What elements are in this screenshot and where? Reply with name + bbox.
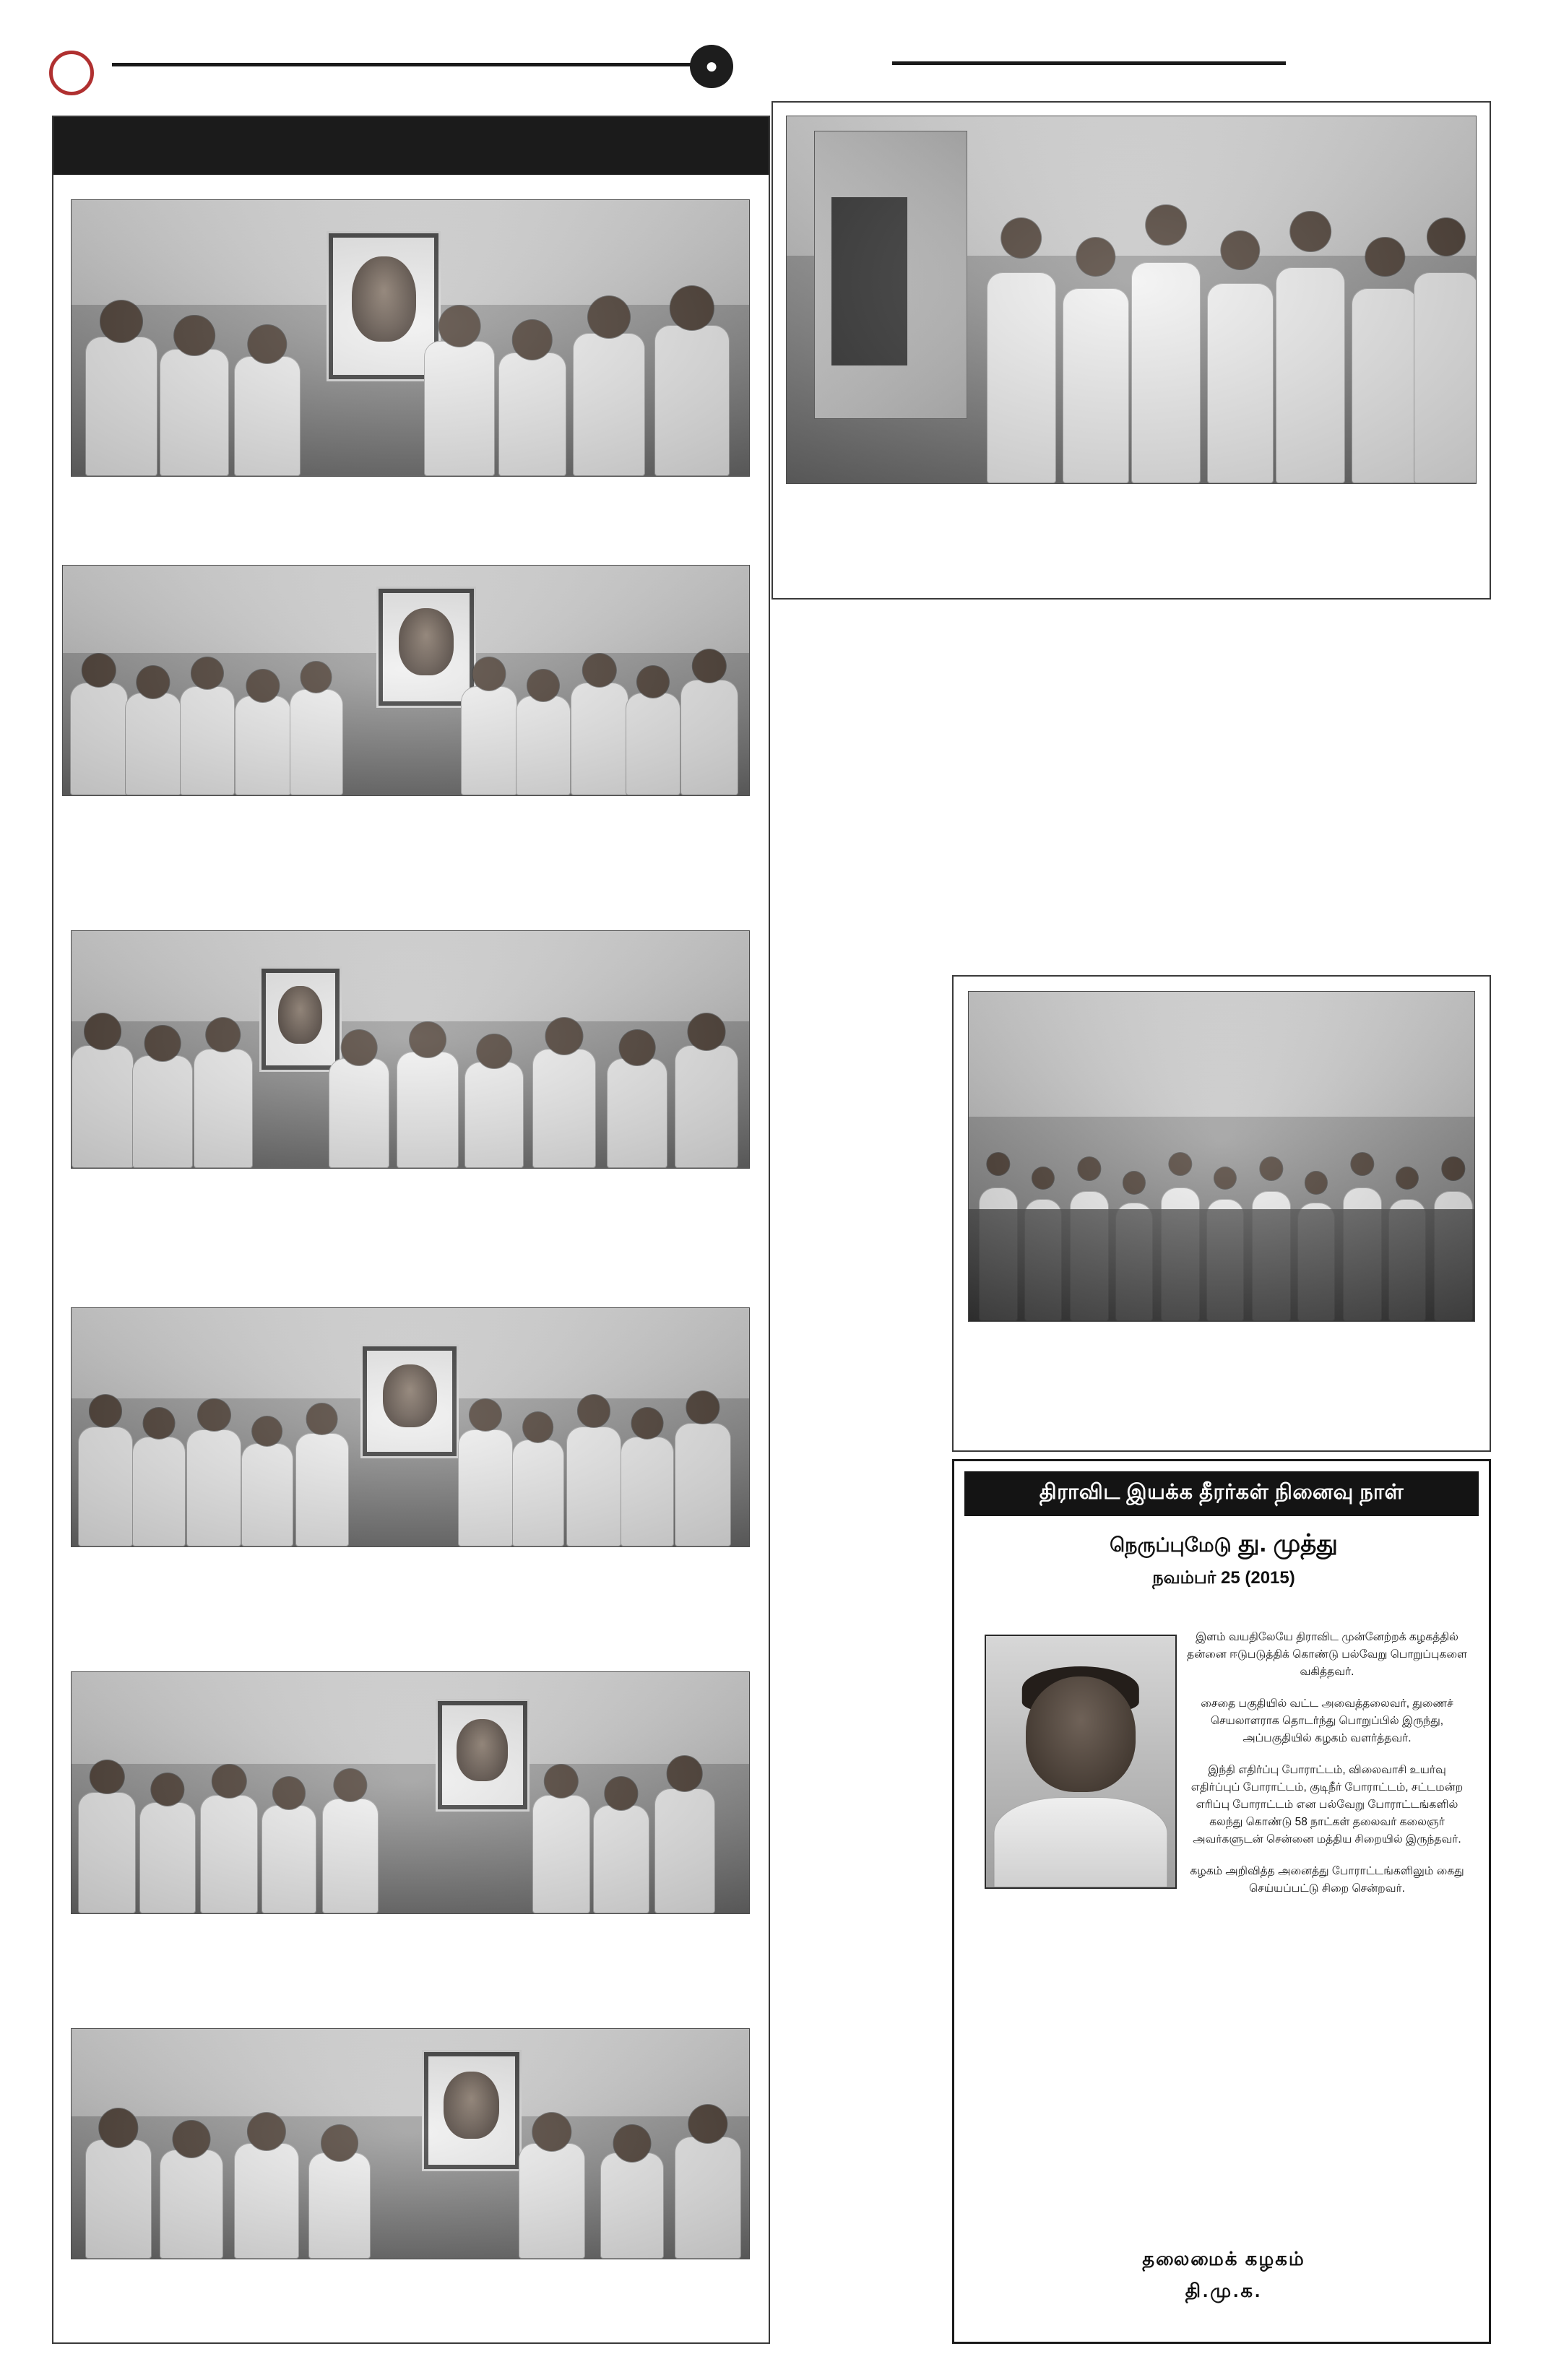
masthead-rule-left <box>112 63 712 66</box>
memorial-biography <box>1187 1629 1467 1912</box>
memorial-name-main: து. முத்து <box>1238 1530 1338 1557</box>
photo-homage-1 <box>71 199 750 477</box>
elephant-emblem-icon: ● <box>690 45 733 88</box>
photo-homage-2 <box>62 565 750 796</box>
memorial-signature <box>954 2248 1493 2304</box>
photo-plaque-unveiling <box>786 116 1477 484</box>
masthead <box>43 40 1242 83</box>
masthead-rule-right <box>892 61 1286 65</box>
left-column-black-banner <box>53 117 769 175</box>
photo-homage-5 <box>71 1671 750 1914</box>
photo-bicycle-distribution <box>968 991 1475 1322</box>
memorial-signature-line2: தி.மு.க. <box>1185 2280 1263 2301</box>
red-circle-icon <box>49 51 94 95</box>
memorial-paragraph-3: இந்தி எதிர்ப்பு போராட்டம், விலைவாசி உயர்வு எதிர்ப்புப் போராட்டம், குடிநீர் போராட்டம், சட்டமன்ற எரிப்பு போராட்டம் என பல்வேறு போராட்டங்களில் கலந்து கொண்டு 58 நாட்கள் தலைவர் கலைஞர் அவர்களுடன் சென்னை மத்திய சிறையில் இருந்தவர். <box>1190 1764 1464 1846</box>
memorial-obituary-box <box>952 1459 1491 2344</box>
memorial-name <box>954 1530 1493 1561</box>
memorial-paragraph-1: இளம் வயதிலேயே திராவிட முன்னேற்றக் கழகத்தில் தன்னை ஈடுபடுத்திக் கொண்டு பல்வேறு பொறுப்புகளை வகித்தவர். <box>1187 1631 1468 1679</box>
memorial-paragraph-4: கழகம் அறிவித்த அனைத்து போராட்டங்களிலும் கைது செய்யப்பட்டு சிறை சென்றவர். <box>1190 1865 1464 1895</box>
memorial-date: நவம்பர் 25 (2015) <box>1152 1568 1295 1588</box>
photo-homage-3 <box>71 930 750 1169</box>
memorial-paragraph-2: சைதை பகுதியில் வட்ட அவைத்தலைவர், துணைச் செயலாளராக தொடர்ந்து பொறுப்பில் இருந்து, அப்பகுதியில் கழகம் வளர்த்தவர். <box>1201 1697 1453 1745</box>
memorial-portrait-photo <box>985 1635 1177 1889</box>
photo-homage-6 <box>71 2028 750 2259</box>
memorial-signature-line1: தலைமைக் கழகம் <box>1142 2248 1305 2269</box>
photo-homage-4 <box>71 1307 750 1547</box>
memorial-name-prefix: நெருப்புமேடு <box>1110 1534 1232 1556</box>
memorial-header: திராவிட இயக்க தீரர்கள் நினைவு நாள் <box>964 1471 1479 1516</box>
